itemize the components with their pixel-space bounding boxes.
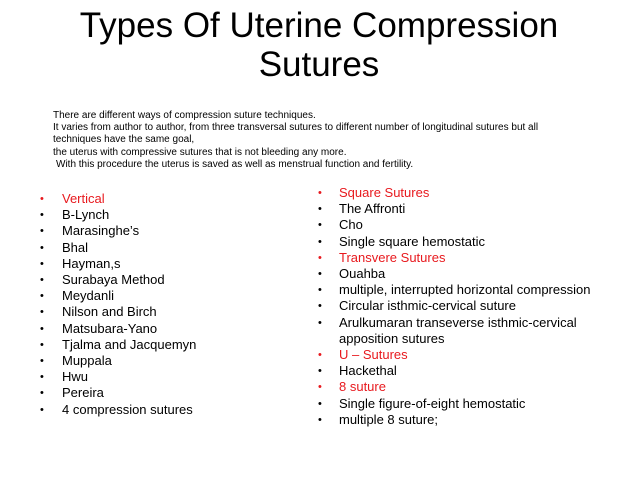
list-item	[40, 240, 300, 256]
bullet-icon: •	[318, 251, 322, 264]
list-item	[40, 288, 300, 304]
bullet-icon: •	[318, 349, 322, 362]
list-item	[318, 250, 618, 266]
list-item	[40, 256, 300, 272]
list-item-text: Square Sutures	[339, 185, 430, 200]
list-item	[40, 369, 300, 385]
list-item	[318, 347, 618, 363]
list-item-text: Single figure-of-eight hemostatic	[339, 395, 526, 411]
bullet-icon: •	[40, 322, 44, 335]
list-item	[318, 185, 618, 201]
list-item-text: Tjalma and Jacquemyn	[62, 336, 197, 352]
list-item	[318, 234, 618, 250]
list-item	[40, 353, 300, 369]
list-item-text: Ouahba	[339, 266, 386, 282]
list-item-text: Muppala	[62, 353, 112, 369]
bullet-icon: •	[318, 300, 322, 313]
list-item	[40, 223, 300, 239]
list-item	[40, 321, 300, 337]
bullet-icon: •	[318, 397, 322, 410]
intro-line: techniques have the same goal,	[53, 134, 195, 146]
list-item	[318, 298, 618, 314]
list-item-text: Single square hemostatic	[339, 233, 485, 249]
list-item-text: B-Lynch	[62, 207, 110, 223]
list-item	[318, 412, 618, 428]
list-item	[318, 217, 618, 233]
list-item	[40, 385, 300, 401]
list-item-text: Marasinghe’s	[62, 223, 140, 239]
list-item-text: Meydanli	[62, 288, 115, 304]
list-item	[318, 396, 618, 412]
intro-line: There are different ways of compression suture techniques.	[53, 110, 316, 121]
bullet-icon: •	[40, 387, 44, 400]
list-item	[40, 191, 300, 207]
page-title	[0, 6, 638, 84]
bullet-icon: •	[318, 316, 322, 329]
list-item	[318, 363, 618, 379]
list-item	[40, 402, 300, 418]
list-item	[318, 379, 618, 395]
bullet-icon: •	[40, 274, 44, 287]
list-item	[40, 337, 300, 353]
bullet-icon: •	[40, 371, 44, 384]
bullet-icon: •	[40, 355, 44, 368]
list-item-text: Hwu	[62, 369, 89, 385]
list-item-text: Circular isthmic-cervical suture	[339, 298, 516, 314]
bullet-icon: •	[40, 403, 44, 416]
list-item-text: The Affronti	[339, 201, 406, 217]
list-item-text: Surabaya Method	[62, 272, 165, 288]
left-suture-list	[40, 191, 300, 418]
list-item	[40, 207, 300, 223]
list-item-text: Vertical	[62, 191, 105, 206]
list-item	[318, 315, 618, 347]
bullet-icon: •	[40, 209, 44, 222]
right-suture-list	[318, 185, 618, 428]
intro-paragraph	[53, 110, 623, 171]
intro-line: With this procedure the uterus is saved as well as menstrual function and fertility.	[56, 158, 414, 170]
list-item-text: Nilson and Birch	[62, 304, 157, 320]
bullet-icon: •	[40, 306, 44, 319]
intro-line: It varies from author to author, from three transversal sutures to different number of longitudinal sutures but all	[53, 122, 539, 134]
bullet-icon: •	[318, 413, 322, 426]
list-item-text: Bhal	[62, 239, 89, 255]
list-item-text: Arulkumaran transeverse isthmic-cervical apposition sutures	[339, 314, 577, 346]
bullet-icon: •	[40, 290, 44, 303]
list-item-text: Hackethal	[339, 363, 397, 379]
list-item-text: U – Sutures	[339, 347, 408, 363]
bullet-icon: •	[318, 235, 322, 248]
list-item	[318, 201, 618, 217]
bullet-icon: •	[318, 365, 322, 378]
bullet-icon: •	[40, 241, 44, 254]
bullet-icon: •	[40, 225, 44, 238]
list-item-text: Transvere Sutures	[339, 249, 446, 265]
title-line-1: Types Of Uterine Compression	[79, 6, 559, 45]
list-item	[318, 282, 618, 298]
list-item-text: Hayman,s	[62, 255, 121, 271]
bullet-icon: •	[318, 284, 322, 297]
bullet-icon: •	[318, 381, 322, 394]
bullet-icon: •	[40, 338, 44, 351]
bullet-icon: •	[318, 203, 322, 216]
list-item	[318, 266, 618, 282]
list-item-text: Cho	[339, 217, 363, 233]
intro-line: the uterus with compressive sutures that is not bleeding any more.	[53, 146, 347, 158]
list-item	[40, 272, 300, 288]
bullet-icon: •	[318, 187, 322, 199]
list-item-text: 4 compression sutures	[62, 401, 193, 417]
bullet-icon: •	[318, 219, 322, 232]
title-line-2: Sutures	[258, 45, 380, 84]
bullet-icon: •	[40, 257, 44, 270]
list-item-text: Pereira	[62, 385, 104, 401]
list-item	[40, 304, 300, 320]
bullet-icon: •	[318, 268, 322, 281]
list-item-text: 8 suture	[339, 379, 386, 395]
list-item-text: Matsubara-Yano	[62, 320, 158, 336]
bullet-icon: •	[40, 193, 44, 205]
list-item-text: multiple 8 suture;	[339, 411, 438, 427]
list-item-text: multiple, interrupted horizontal compression	[339, 282, 591, 298]
